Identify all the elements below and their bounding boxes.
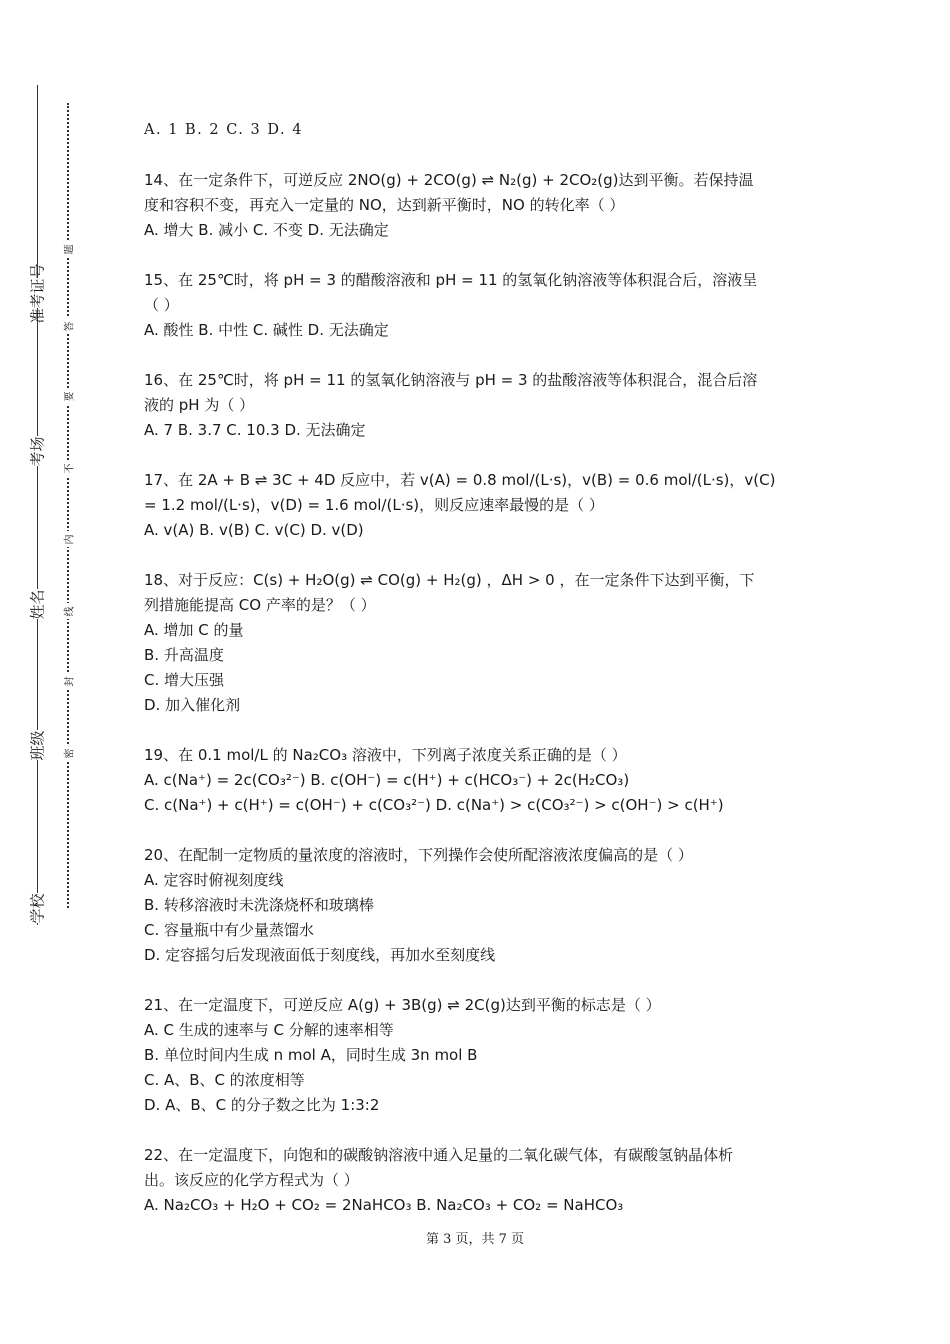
question-19: [144, 743, 814, 818]
class-label: 班级: [23, 730, 51, 760]
question-line: 17、在 2A + B ⇌ 3C + 4D 反应中，若 v(A) = 0.8 mol/(L·s)，v(B) = 0.6 mol/(L·s)，v(C): [144, 471, 776, 489]
seal-char: 不: [60, 460, 76, 476]
question-line: 16、在 25℃时，将 pH = 11 的氢氧化钠溶液与 pH = 3 的盐酸溶液等体积混合，混合后溶: [144, 371, 758, 389]
question-line: 21、在一定温度下，可逆反应 A(g) + 3B(g) ⇌ 2C(g)达到平衡的标志是（ ）: [144, 996, 661, 1014]
question-18: [144, 568, 814, 718]
option-c: C. 增大压强: [144, 671, 225, 689]
options-line: C. c(Na⁺) + c(H⁺) = c(OH⁻) + c(CO₃²⁻) D. c(Na⁺) > c(CO₃²⁻) > c(OH⁻) > c(H⁺): [144, 796, 724, 814]
option-a: A. 增加 C 的量: [144, 621, 244, 639]
question-21: [144, 993, 814, 1118]
options-line: A. 7 B. 3.7 C. 10.3 D. 无法确定: [144, 421, 366, 439]
option-a: A. 定容时俯视刻度线: [144, 871, 284, 889]
exam-number-label: 准考证号: [23, 278, 51, 308]
seal-char: 内: [60, 531, 76, 547]
seal-dotted-line: [67, 103, 69, 908]
seal-char: 线: [60, 603, 76, 619]
question-15: [144, 268, 814, 343]
seal-char: 密: [60, 745, 76, 761]
option-b: B. 转移溶液时未洗涤烧杯和玻璃棒: [144, 896, 374, 914]
option-d: D. 加入催化剂: [144, 696, 241, 714]
question-line: 列措施能提高 CO 产率的是？（ ）: [144, 596, 376, 614]
seal-char: 要: [60, 388, 76, 404]
question-16: [144, 368, 814, 443]
option-c: C. 容量瓶中有少量蒸馏水: [144, 921, 315, 939]
question-line: 14、在一定条件下，可逆反应 2NO(g) + 2CO(g) ⇌ N₂(g) + 2CO₂(g)达到平衡。若保持温: [144, 171, 754, 189]
options-line: A. 酸性 B. 中性 C. 碱性 D. 无法确定: [144, 321, 389, 339]
exam-room-label: 考场: [23, 436, 51, 466]
question-line: = 1.2 mol/(L·s)，v(D) = 1.6 mol/(L·s)，则反应速率最慢的是（ ）: [144, 496, 604, 514]
options-line: A. 增大 B. 减小 C. 不变 D. 无法确定: [144, 221, 389, 239]
question-14: [144, 168, 814, 243]
question-22: [144, 1143, 814, 1218]
question-line: 度和容积不变，再充入一定量的 NO，达到新平衡时，NO 的转化率（ ）: [144, 196, 625, 214]
prev-question-options: A. 1 B. 2 C. 3 D. 4: [144, 122, 303, 138]
option-b: B. 升高温度: [144, 646, 224, 664]
option-a: A. C 生成的速率与 C 分解的速率相等: [144, 1021, 394, 1039]
question-line: 22、在一定温度下，向饱和的碳酸钠溶液中通入足量的二氧化碳气体，有碳酸氢钠晶体析: [144, 1146, 734, 1164]
seal-char: 答: [60, 318, 76, 334]
seal-char: 题: [60, 241, 76, 257]
question-line: 18、对于反应：C(s) + H₂O(g) ⇌ CO(g) + H₂(g) ，ΔH > 0 ，在一定条件下达到平衡，下: [144, 571, 755, 589]
seal-char: 封: [60, 673, 76, 689]
question-line: 出。该反应的化学方程式为（ ）: [144, 1171, 359, 1189]
options-line: A. v(A) B. v(B) C. v(C) D. v(D): [144, 521, 364, 539]
page-number-footer: 第 3 页，共 7 页: [425, 1232, 525, 1247]
name-label: 姓名: [23, 589, 51, 619]
question-line: 19、在 0.1 mol/L 的 Na₂CO₃ 溶液中，下列离子浓度关系正确的是（ ）: [144, 746, 627, 764]
option-c: C. A、B、C 的浓度相等: [144, 1071, 305, 1089]
question-line: 20、在配制一定物质的量浓度的溶液时，下列操作会使所配溶液浓度偏高的是（ ）: [144, 846, 693, 864]
school-label: 学校: [23, 893, 51, 923]
question-20: [144, 843, 814, 968]
question-line: 15、在 25℃时，将 pH = 3 的醋酸溶液和 pH = 11 的氢氧化钠溶液等体积混合后，溶液呈: [144, 271, 758, 289]
option-d: D. A、B、C 的分子数之比为 1:3:2: [144, 1096, 380, 1114]
exam-content: [144, 118, 814, 1218]
question-line: （ ）: [144, 296, 179, 314]
question-17: [144, 468, 814, 543]
options-line: A. Na₂CO₃ + H₂O + CO₂ = 2NaHCO₃ B. Na₂CO₃ + CO₂ = NaHCO₃: [144, 1196, 624, 1214]
option-d: D. 定容摇匀后发现液面低于刻度线，再加水至刻度线: [144, 946, 496, 964]
option-b: B. 单位时间内生成 n mol A，同时生成 3n mol B: [144, 1046, 478, 1064]
binding-solid-line: [37, 85, 38, 925]
question-line: 液的 pH 为（ ）: [144, 396, 255, 414]
binding-margin: [0, 0, 110, 1344]
options-line: A. c(Na⁺) = 2c(CO₃²⁻) B. c(OH⁻) = c(H⁺) + c(HCO₃⁻) + 2c(H₂CO₃): [144, 771, 630, 789]
